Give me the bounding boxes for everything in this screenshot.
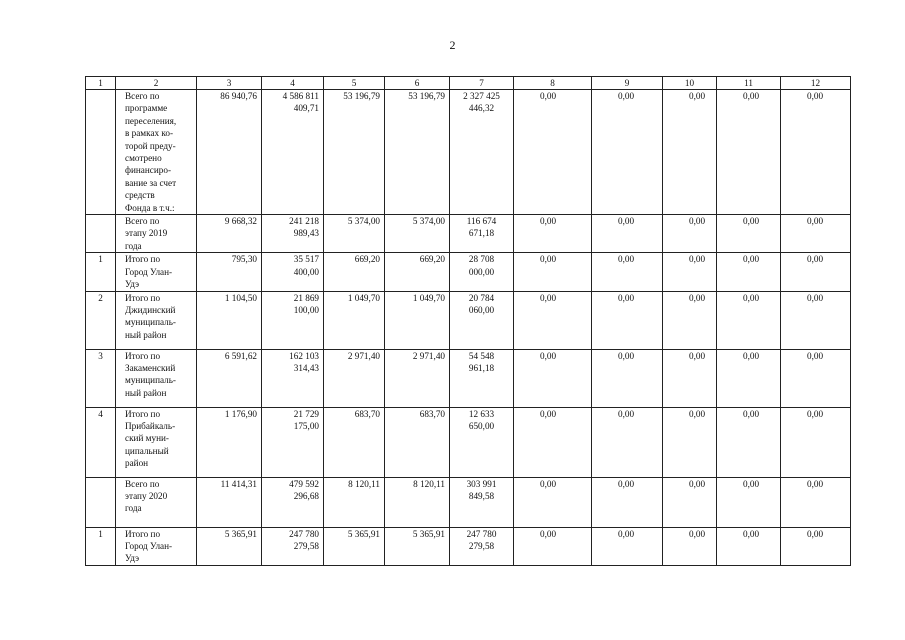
value-cell: 0,00 xyxy=(592,527,663,565)
territory-name-cell: Итого по Закаменский муниципаль- ный район xyxy=(116,349,197,407)
area-cell: 5 365,91 xyxy=(385,527,450,565)
column-header: 1 xyxy=(86,77,116,90)
value-cell: 0,00 xyxy=(781,291,851,349)
value-cell: 0,00 xyxy=(717,349,781,407)
area-total-cell: 795,30 xyxy=(197,253,262,291)
area-total-cell: 86 940,76 xyxy=(197,90,262,215)
fund-cost-cell: 247 780 279,58 xyxy=(450,527,514,565)
table-row xyxy=(86,90,851,215)
territory-name-cell: Всего по этапу 2019 года xyxy=(116,215,197,253)
area-cell: 1 049,70 xyxy=(385,291,450,349)
value-cell: 0,00 xyxy=(717,215,781,253)
area-total-cell: 1 176,90 xyxy=(197,407,262,477)
value-cell: 0,00 xyxy=(514,349,592,407)
fund-cost-cell: 116 674 671,18 xyxy=(450,215,514,253)
fund-cost-cell: 54 548 961,18 xyxy=(450,349,514,407)
area-total-cell: 6 591,62 xyxy=(197,349,262,407)
value-cell: 0,00 xyxy=(514,477,592,527)
value-cell: 0,00 xyxy=(781,215,851,253)
fund-cost-cell: 2 327 425 446,32 xyxy=(450,90,514,215)
column-number-row xyxy=(86,77,851,90)
value-cell: 0,00 xyxy=(781,90,851,215)
column-header: 3 xyxy=(197,77,262,90)
cost-total-cell: 35 517 400,00 xyxy=(262,253,324,291)
value-cell: 0,00 xyxy=(514,215,592,253)
row-number-cell xyxy=(86,90,116,215)
area-cell: 669,20 xyxy=(385,253,450,291)
value-cell: 0,00 xyxy=(781,527,851,565)
area-cell: 5 374,00 xyxy=(385,215,450,253)
territory-name-cell: Итого по Джидинский муниципаль- ный район xyxy=(116,291,197,349)
column-header: 6 xyxy=(385,77,450,90)
value-cell: 0,00 xyxy=(663,90,717,215)
column-header: 11 xyxy=(717,77,781,90)
value-cell: 0,00 xyxy=(592,253,663,291)
value-cell: 0,00 xyxy=(663,253,717,291)
fund-cost-cell: 12 633 650,00 xyxy=(450,407,514,477)
area-total-cell: 5 365,91 xyxy=(197,527,262,565)
cost-total-cell: 21 869 100,00 xyxy=(262,291,324,349)
area-cell: 5 374,00 xyxy=(324,215,385,253)
value-cell: 0,00 xyxy=(592,215,663,253)
column-header: 2 xyxy=(116,77,197,90)
area-total-cell: 9 668,32 xyxy=(197,215,262,253)
row-number-cell: 3 xyxy=(86,349,116,407)
column-header: 12 xyxy=(781,77,851,90)
value-cell: 0,00 xyxy=(592,291,663,349)
area-total-cell: 11 414,31 xyxy=(197,477,262,527)
value-cell: 0,00 xyxy=(781,349,851,407)
area-cell: 683,70 xyxy=(385,407,450,477)
value-cell: 0,00 xyxy=(592,349,663,407)
column-header: 9 xyxy=(592,77,663,90)
cost-total-cell: 247 780 279,58 xyxy=(262,527,324,565)
table-row xyxy=(86,215,851,253)
territory-name-cell: Всего по программе переселения, в рамках ко- торой преду- смотрено финансиро- вание за счет средств Фонда в т.ч.: xyxy=(116,90,197,215)
value-cell: 0,00 xyxy=(717,477,781,527)
value-cell: 0,00 xyxy=(514,253,592,291)
value-cell: 0,00 xyxy=(781,407,851,477)
value-cell: 0,00 xyxy=(663,291,717,349)
value-cell: 0,00 xyxy=(717,407,781,477)
value-cell: 0,00 xyxy=(717,253,781,291)
area-cell: 8 120,11 xyxy=(385,477,450,527)
value-cell: 0,00 xyxy=(663,215,717,253)
table-row xyxy=(86,477,851,527)
page-number: 2 xyxy=(449,38,456,52)
territory-name-cell: Итого по Город Улан- Удэ xyxy=(116,527,197,565)
value-cell: 0,00 xyxy=(781,253,851,291)
fund-cost-cell: 28 708 000,00 xyxy=(450,253,514,291)
fund-cost-cell: 303 991 849,58 xyxy=(450,477,514,527)
value-cell: 0,00 xyxy=(663,477,717,527)
area-cell: 1 049,70 xyxy=(324,291,385,349)
column-header: 7 xyxy=(450,77,514,90)
territory-name-cell: Итого по Прибайкаль- ский муни- ципальный район xyxy=(116,407,197,477)
value-cell: 0,00 xyxy=(781,477,851,527)
value-cell: 0,00 xyxy=(514,291,592,349)
table-row xyxy=(86,349,851,407)
table-row xyxy=(86,253,851,291)
value-cell: 0,00 xyxy=(514,407,592,477)
area-cell: 5 365,91 xyxy=(324,527,385,565)
table-row xyxy=(86,407,851,477)
row-number-cell xyxy=(86,477,116,527)
resettlement-table xyxy=(85,76,851,566)
cost-total-cell: 241 218 989,43 xyxy=(262,215,324,253)
value-cell: 0,00 xyxy=(592,477,663,527)
value-cell: 0,00 xyxy=(717,291,781,349)
fund-cost-cell: 20 784 060,00 xyxy=(450,291,514,349)
row-number-cell: 2 xyxy=(86,291,116,349)
value-cell: 0,00 xyxy=(592,407,663,477)
cost-total-cell: 162 103 314,43 xyxy=(262,349,324,407)
area-cell: 53 196,79 xyxy=(324,90,385,215)
column-header: 5 xyxy=(324,77,385,90)
column-header: 4 xyxy=(262,77,324,90)
territory-name-cell: Итого по Город Улан- Удэ xyxy=(116,253,197,291)
table-row xyxy=(86,291,851,349)
value-cell: 0,00 xyxy=(514,527,592,565)
area-cell: 53 196,79 xyxy=(385,90,450,215)
cost-total-cell: 479 592 296,68 xyxy=(262,477,324,527)
value-cell: 0,00 xyxy=(717,90,781,215)
value-cell: 0,00 xyxy=(592,90,663,215)
value-cell: 0,00 xyxy=(717,527,781,565)
area-cell: 2 971,40 xyxy=(385,349,450,407)
row-number-cell: 1 xyxy=(86,253,116,291)
value-cell: 0,00 xyxy=(514,90,592,215)
area-total-cell: 1 104,50 xyxy=(197,291,262,349)
area-cell: 2 971,40 xyxy=(324,349,385,407)
column-header: 10 xyxy=(663,77,717,90)
row-number-cell: 1 xyxy=(86,527,116,565)
area-cell: 683,70 xyxy=(324,407,385,477)
row-number-cell: 4 xyxy=(86,407,116,477)
table-row xyxy=(86,527,851,565)
value-cell: 0,00 xyxy=(663,407,717,477)
value-cell: 0,00 xyxy=(663,527,717,565)
territory-name-cell: Всего по этапу 2020 года xyxy=(116,477,197,527)
cost-total-cell: 21 729 175,00 xyxy=(262,407,324,477)
area-cell: 8 120,11 xyxy=(324,477,385,527)
area-cell: 669,20 xyxy=(324,253,385,291)
column-header: 8 xyxy=(514,77,592,90)
cost-total-cell: 4 586 811 409,71 xyxy=(262,90,324,215)
row-number-cell xyxy=(86,215,116,253)
value-cell: 0,00 xyxy=(663,349,717,407)
